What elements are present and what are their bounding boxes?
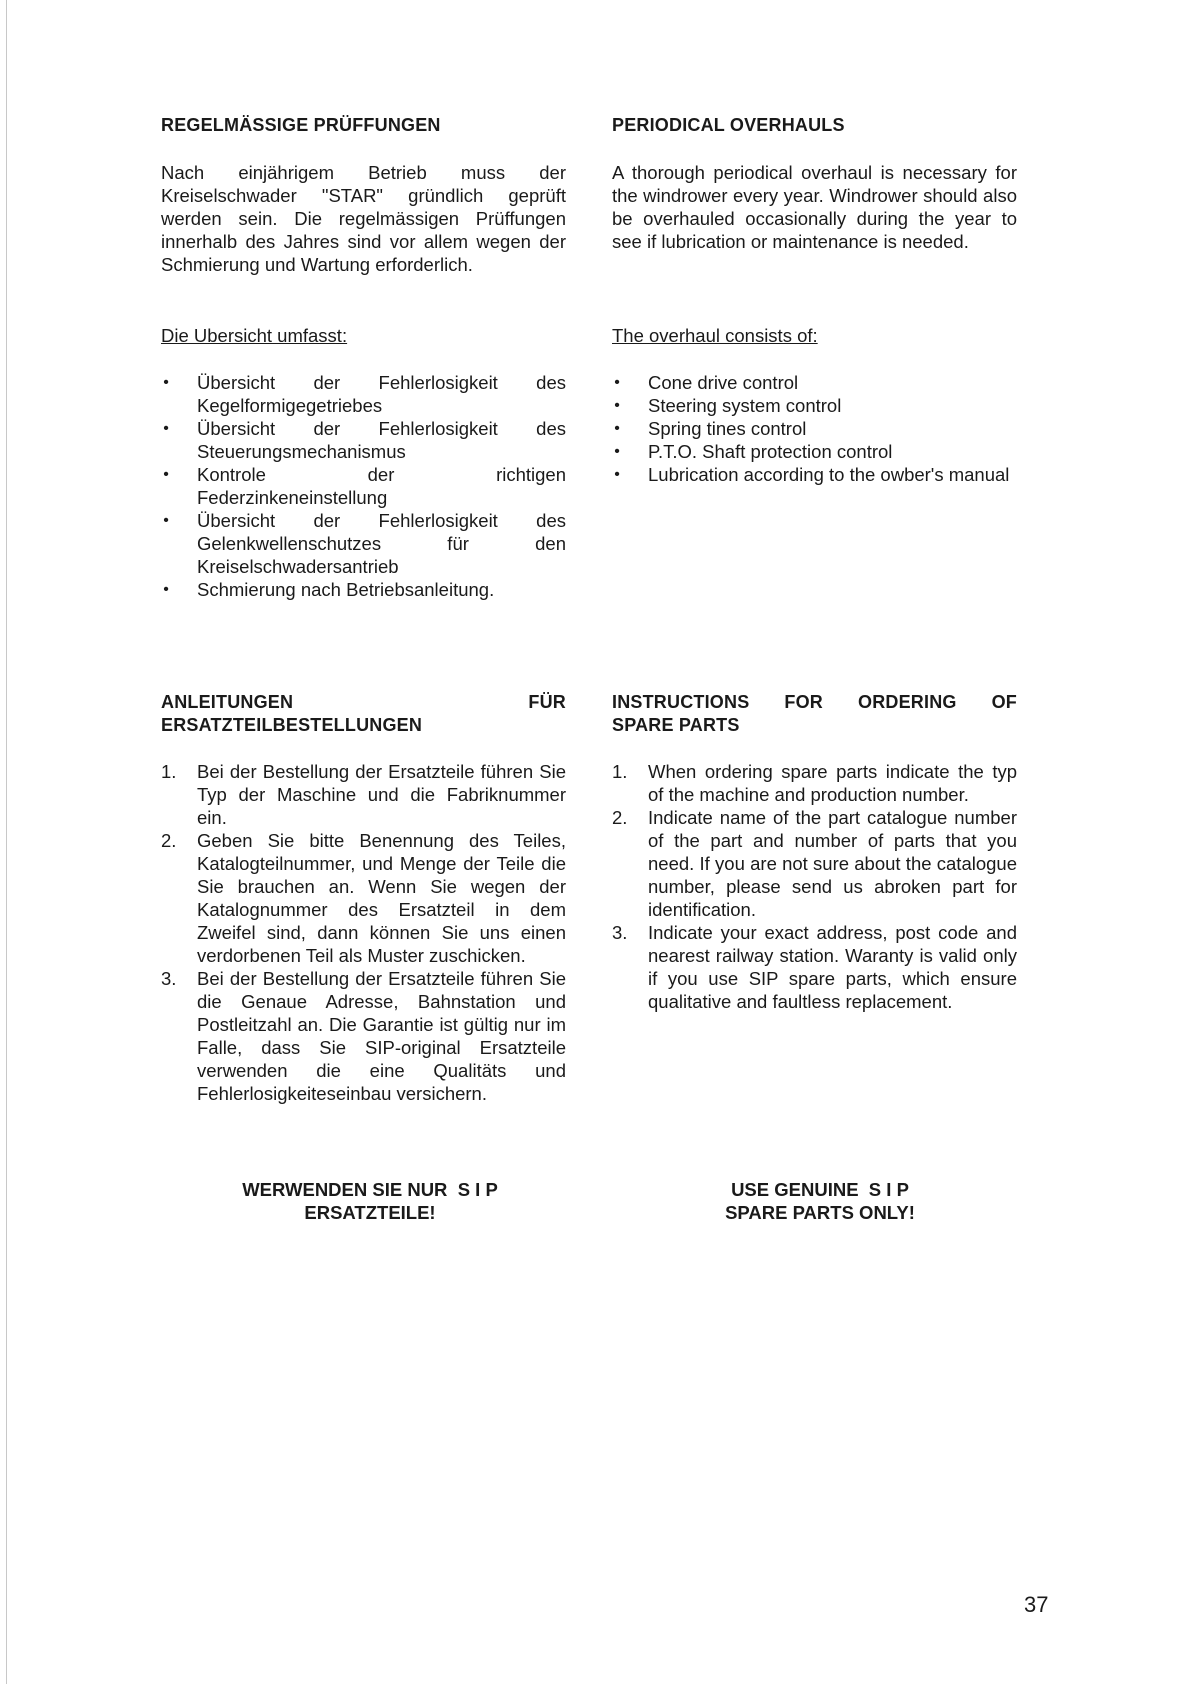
page-number: 37 <box>1024 1592 1049 1617</box>
bullet: • <box>614 443 620 460</box>
list-item: 3. Bei der Bestellung der Ersatzteile führen Sie die Genaue Adresse, Bahnstation und Postleitzahl an. Die Garantie ist gültig nur im Falle, dass Sie SIP-original Ersatzteile verwenden die eine Qualitäts und Fehlerlosigkeiteseinbau versichern. <box>161 968 566 1104</box>
list-item: • Übersicht der Fehlerlosigkeit des Kegelformigegetriebes <box>161 371 566 417</box>
list-item: • Spring tines control <box>612 417 1017 440</box>
de-genuine-line2: ERSATZTEILE! <box>304 1202 436 1223</box>
list-item: • Lubrication according to the owber's manual <box>612 463 1017 486</box>
en-consists-label: The overhaul consists of: <box>612 325 818 346</box>
bullet: • <box>163 374 169 391</box>
de-overhaul-heading: REGELMÄSSIGE PRÜFFUNGEN <box>161 115 441 135</box>
bullet: • <box>614 466 620 483</box>
en-order-heading-line2: SPARE PARTS <box>612 715 740 735</box>
de-checks-list <box>161 371 566 601</box>
list-item: • Steering system control <box>612 394 1017 417</box>
de-genuine-line1: WERWENDEN SIE NUR S I P <box>242 1179 498 1200</box>
list-item: 2. Geben Sie bitte Benennung des Teiles, Katalogteilnummer, und Menge der Teile die Sie brauchen an. Wenn Sie wegen der Katalognummer des Ersatzteil in dem Zweifel sind, dann können Sie uns einen verdorbenen Teil als Muster zuschicken. <box>161 830 566 966</box>
en-overhaul-heading: PERIODICAL OVERHAULS <box>612 115 845 135</box>
step-number: 1. <box>612 761 628 782</box>
step-number: 2. <box>161 830 177 851</box>
en-checks-list <box>612 371 1017 486</box>
list-item: 2. Indicate name of the part catalogue number of the part and number of parts that you need. If you are not sure about the catalogue number, please send us abroken part for identification. <box>612 807 1017 920</box>
en-genuine-line1: USE GENUINE S I P <box>731 1179 909 1200</box>
list-item: • Cone drive control <box>612 371 1017 394</box>
en-genuine-notice <box>650 1178 990 1224</box>
list-item: 1. Bei der Bestellung der Ersatzteile führen Sie Typ der Maschine und die Fabriknummer ein. <box>161 761 566 828</box>
de-order-steps <box>161 760 566 1105</box>
list-item: • P.T.O. Shaft protection control <box>612 440 1017 463</box>
de-overhaul-text: Nach einjährigem Betrieb muss der Kreiselschwader "STAR" gründlich geprüft werden sein. Die regelmässigen Prüffungen innerhalb des Jahres sind vor allem wegen der Schmierung und Wartung erforderlich. <box>161 162 566 275</box>
bullet: • <box>614 420 620 437</box>
list-item: 3. Indicate your exact address, post code and nearest railway station. Waranty is valid only if you use SIP spare parts, which ensure qualitative and faultless replacement. <box>612 922 1017 1012</box>
bullet: • <box>163 466 169 483</box>
scan-edge-line <box>6 0 7 1684</box>
step-number: 2. <box>612 807 628 828</box>
step-number: 3. <box>161 968 177 989</box>
list-item: 1. When ordering spare parts indicate the typ of the machine and production number. <box>612 761 1017 805</box>
bullet: • <box>163 581 169 598</box>
step-number: 1. <box>161 761 177 782</box>
en-genuine-line2: SPARE PARTS ONLY! <box>725 1202 915 1223</box>
de-order-heading-line1: ANLEITUNGEN FÜR <box>161 692 566 712</box>
list-item: • Übersicht der Fehlerlosigkeit des Steuerungsmechanismus <box>161 417 566 463</box>
en-order-steps <box>612 760 1017 1013</box>
de-consists-label: Die Ubersicht umfasst: <box>161 325 348 346</box>
list-item: • Schmierung nach Betriebsanleitung. <box>161 578 566 601</box>
de-order-heading-line2: ERSATZTEILBESTELLUNGEN <box>161 715 423 735</box>
bullet: • <box>163 420 169 437</box>
bullet: • <box>163 512 169 529</box>
bullet: • <box>614 397 620 414</box>
list-item: • Kontrole der richtigen Federzinkeneinstellung <box>161 463 566 509</box>
bullet: • <box>614 374 620 391</box>
de-genuine-notice <box>200 1178 540 1224</box>
en-overhaul-text: A thorough periodical overhaul is necessary for the windrower every year. Windrower should also be overhauled occasionally during the year to see if lubrication or maintenance is needed. <box>612 162 1017 252</box>
list-item: • Übersicht der Fehlerlosigkeit des Gelenkwellenschutzes für den Kreiselschwadersantrieb <box>161 509 566 578</box>
en-order-heading-line1: INSTRUCTIONS FOR ORDERING OF <box>612 692 1017 712</box>
step-number: 3. <box>612 922 628 943</box>
